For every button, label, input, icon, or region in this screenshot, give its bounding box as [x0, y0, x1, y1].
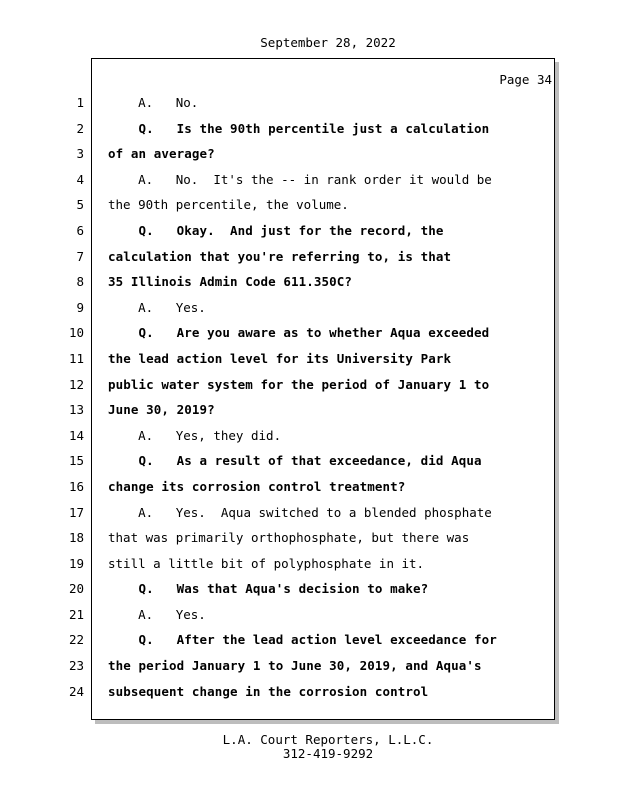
transcript-line: the 90th percentile, the volume. [108, 197, 349, 213]
transcript-line-question: Q. After the lead action level exceedance for [108, 632, 497, 648]
line-number-column [54, 90, 84, 704]
transcript-line-question: June 30, 2019? [108, 402, 215, 418]
line-number: 6 [76, 222, 84, 238]
line-number: 13 [68, 402, 84, 418]
line-number: 9 [76, 299, 84, 315]
line-number: 22 [68, 632, 84, 648]
transcript-line: A. Yes. [108, 299, 206, 315]
line-number: 19 [68, 555, 84, 571]
line-number: 20 [68, 581, 84, 597]
page-number: Page 34 [499, 72, 552, 87]
footer-phone: 312-419-9292 [282, 746, 374, 761]
footer [0, 733, 618, 761]
line-number: 23 [68, 658, 84, 674]
transcript-line-question: Q. Is the 90th percentile just a calculation [108, 120, 490, 136]
transcript-line-question: public water system for the period of January 1 to [108, 376, 490, 392]
line-number: 18 [68, 530, 84, 546]
line-number: 12 [68, 376, 84, 392]
line-number: 5 [76, 197, 84, 213]
transcript-line-question: Q. Are you aware as to whether Aqua exceeded [108, 325, 490, 341]
transcript-line-question: the lead action level for its University Park [108, 350, 452, 366]
line-number: 10 [68, 325, 84, 341]
transcript-line-question: Q. Was that Aqua's decision to make? [108, 581, 429, 597]
line-number: 4 [76, 171, 84, 187]
transcript-line-question: change its corrosion control treatment? [108, 478, 406, 494]
transcript-line: A. Yes. Aqua switched to a blended phosphate [108, 504, 492, 520]
line-number: 21 [68, 606, 84, 622]
transcript-line-question: of an average? [108, 146, 215, 162]
transcript-line: A. Yes. [108, 606, 206, 622]
line-number: 1 [76, 95, 84, 110]
line-number: 8 [76, 274, 84, 290]
transcript-line-question: 35 Illinois Admin Code 611.350C? [108, 274, 353, 290]
transcript-line-question: Q. As a result of that exceedance, did Aqua [108, 453, 482, 469]
line-number: 11 [68, 350, 84, 366]
line-number: 2 [76, 120, 84, 136]
line-number: 14 [68, 427, 84, 443]
line-number: 3 [76, 146, 84, 162]
transcript-line-question: Q. Okay. And just for the record, the [108, 222, 444, 238]
line-number: 17 [68, 504, 84, 520]
transcript-body [108, 90, 548, 704]
transcript-line: that was primarily orthophosphate, but there was [108, 530, 470, 546]
line-number: 15 [68, 453, 84, 469]
header-date: September 28, 2022 [260, 35, 396, 50]
footer-company: L.A. Court Reporters, L.L.C. [222, 732, 434, 747]
transcript-line: A. No. It's the -- in rank order it would be [108, 171, 492, 187]
transcript-line: A. Yes, they did. [108, 427, 282, 443]
transcript-line-question: subsequent change in the corrosion control [108, 683, 429, 699]
transcript-line-question: the period January 1 to June 30, 2019, and Aqua's [108, 658, 482, 674]
line-number: 16 [68, 478, 84, 494]
transcript-line-question: calculation that you're referring to, is that [108, 248, 452, 264]
transcript-line: A. No. [108, 95, 199, 110]
line-number: 24 [68, 683, 84, 699]
line-number: 7 [76, 248, 84, 264]
transcript-line: still a little bit of polyphosphate in it. [108, 555, 425, 571]
